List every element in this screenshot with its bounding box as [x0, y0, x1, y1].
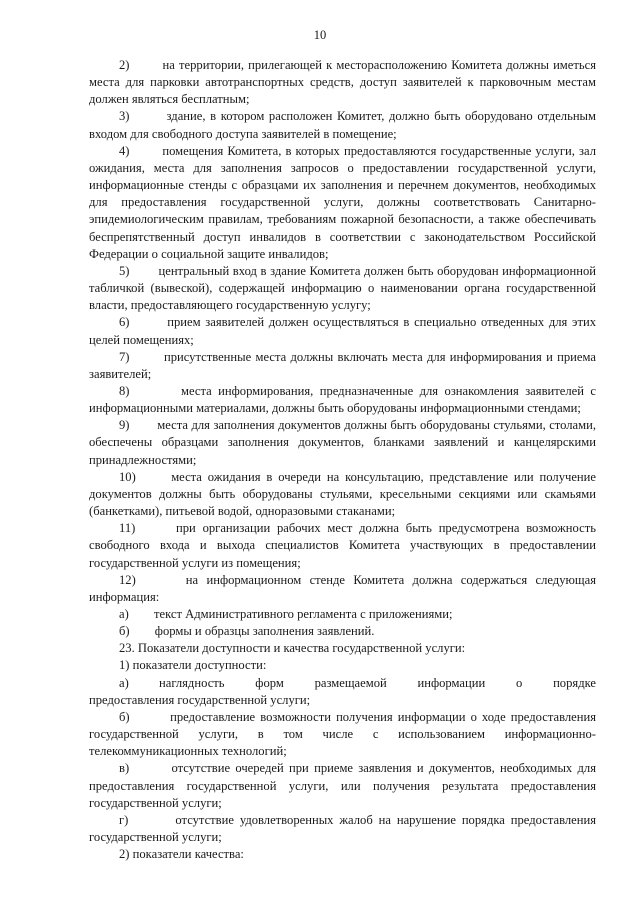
paragraph-item-9: 9) места для заполнения документов должны быть оборудованы стульями, столами, обеспечены образцами заполнения документов, бланками заявлений и канцелярскими принадлежностями;: [89, 418, 596, 467]
paragraph-accessibility-b: б) предоставление возможности получения информации о ходе предоставления государственной услуги, в том числе с использованием информационно-телекоммуникационных технологий;: [89, 709, 596, 759]
page-number: 10: [313, 28, 327, 42]
subsection-heading-quality: 2) показатели качества:: [119, 847, 244, 862]
paragraph-accessibility-v: в) отсутствие очередей при приеме заявления и документов, необходимых для предоставления государственной услуги, или получения результата предоставления государственной услуги;: [89, 761, 596, 810]
paragraph-item-7: 7) присутственные места должны включать места для информирования и приема заявителей;: [89, 349, 596, 381]
paragraph-item-2: 2) на территории, прилегающей к месторасположению Комитета должны иметься места для парковки автотранспортных средств, доступ заявителей к парковочным местам должен являться бесплатным;: [89, 58, 596, 107]
list-text: наглядность форм размещаемой информации о порядке: [159, 675, 596, 690]
paragraph-item-3: 3) здание, в котором расположен Комитет, должно быть оборудовано отдельным входом для свободного доступа заявителей в помещение;: [89, 109, 596, 141]
subsection-heading-accessibility: 1) показатели доступности:: [119, 658, 267, 673]
paragraph-subitem-a: а) текст Административного регламента с приложениями;: [119, 607, 453, 621]
paragraph-accessibility-g: г) отсутствие удовлетворенных жалоб на нарушение порядка предоставления государственной услуги;: [89, 812, 596, 845]
paragraph-item-11: 11) при организации рабочих мест должна быть предусмотрена возможность свободного входа и выхода специалистов Комитета участвующих в предоставлении государственной услуги из помещения;: [89, 521, 596, 570]
paragraph-item-10: 10) места ожидания в очереди на консультацию, представление или получение документов должны быть оборудованы стульями, кресельными секциями или скамьями (банкетками), питьевой водой, одноразовыми стаканами;: [89, 469, 596, 519]
document-body: [89, 57, 596, 863]
section-heading-23: 23. Показатели доступности и качества государственной услуги:: [119, 641, 466, 656]
paragraph-item-12: 12) на информационном стенде Комитета должна содержаться следующая информация:: [89, 572, 596, 604]
paragraph-item-5: 5) центральный вход в здание Комитета должен быть оборудован информационной табличкой (вывеской), содержащей информацию о наименовании органа государственной власти, предоставляющего государственную услугу;: [89, 263, 596, 313]
paragraph-item-6: 6) прием заявителей должен осуществляться в специально отведенных для этих целей помещениях;: [89, 315, 596, 347]
paragraph-accessibility-a-continuation: предоставления государственной услуги;: [89, 692, 311, 707]
list-marker: а): [119, 675, 129, 690]
paragraph-accessibility-a-first-line: [89, 675, 596, 692]
paragraph-item-8: 8) места информирования, предназначенные для ознакомления заявителей с информационными материалами, должны быть оборудованы информационными стендами;: [89, 383, 596, 416]
paragraph-subitem-b: б) формы и образцы заполнения заявлений.: [119, 624, 375, 639]
paragraph-accessibility-a: [89, 675, 596, 709]
paragraph-item-4: 4) помещения Комитета, в которых предоставляются государственные услуги, зал ожидания, места для заполнения запросов о предоставлении государственной услуги, информационные стенды с образцами их заполнения и перечнем документов, необходимых для предоставления государственной услуги, должны соответствовать Санитарно-эпидемиологическим правилам, требованиям пожарной безопасности, а также обеспечивать беспрепятственный доступ инвалидов в соответствии с законодательством Российской Федерации о социальной защите инвалидов;: [89, 143, 596, 261]
